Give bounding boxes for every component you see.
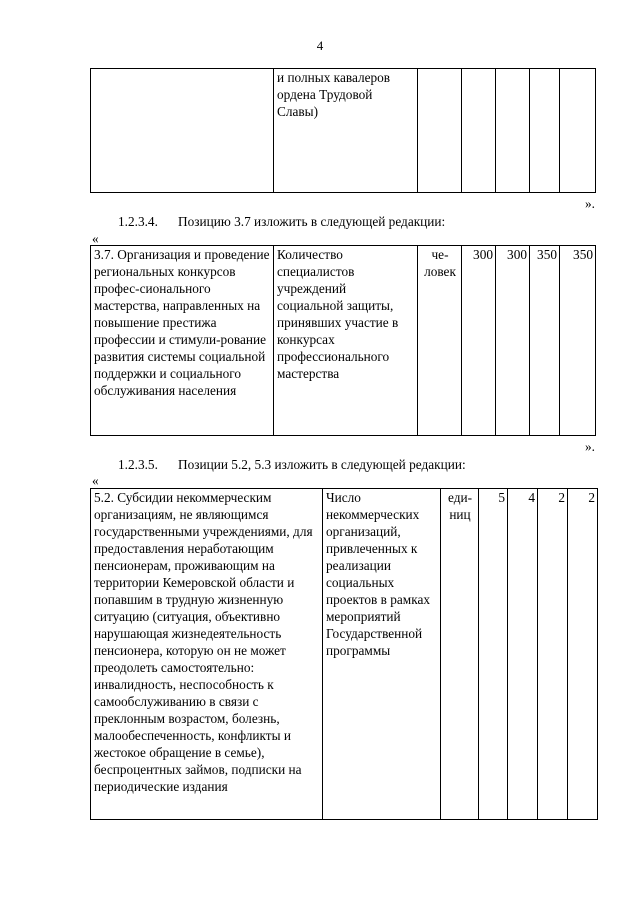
- table2-cell-name: 3.7. Организация и проведение региональных конкурсов профес-сионального мастерства, направленных на повышение престижа профессии и стимули-рование развития системы социальной поддержки и социального обслуживания населения: [91, 246, 274, 436]
- table-continuation: [90, 68, 596, 193]
- closing-quote: ».: [585, 196, 595, 211]
- table2-cell-value: 350: [530, 246, 560, 436]
- table1-cell-value: [496, 69, 530, 193]
- table1-cell-value: [530, 69, 560, 193]
- paragraph-1-2-3-4: [118, 213, 445, 230]
- table1-cell-value: [462, 69, 496, 193]
- paragraph-number: 1.2.3.5.: [118, 457, 158, 472]
- table3-cell-value: 2: [538, 489, 568, 820]
- table3-cell-indicator: Число некоммерческих организаций, привлеченных к реализации социальных проектов в рамках мероприятий Государственной программы: [323, 489, 441, 820]
- table3-cell-value: 2: [568, 489, 598, 820]
- table1-cell-unit: [418, 69, 462, 193]
- opening-quote: «: [92, 231, 99, 246]
- paragraph-text: Позиции 5.2, 5.3 изложить в следующей редакции:: [178, 457, 466, 472]
- table2-cell-value: 350: [560, 246, 596, 436]
- table2-cell-value: 300: [496, 246, 530, 436]
- table3-cell-name: 5.2. Субсидии некоммерческим организациям, не являющимся государственными учреждениями, для предоставления неработающим пенсионерам, проживающим на территории Кемеровской области и попавшим в трудную жизненную ситуацию (ситуация, объективно нарушающая жизнедеятельность пенсионера, которую он не может преодолеть самостоятельно: инвалидность, неспособность к самообслуживанию в связи с преклонным возрастом, болезнь, малообеспеченность, конфликты и жестокое обращение в семье), беспроцентных займов, подписки на периодические издания: [91, 489, 323, 820]
- page-number: 4: [316, 38, 324, 53]
- table3-cell-value: 4: [508, 489, 538, 820]
- paragraph-text: Позицию 3.7 изложить в следующей редакции:: [178, 214, 446, 229]
- paragraph-number: 1.2.3.4.: [118, 214, 158, 229]
- closing-quote: ».: [585, 439, 595, 454]
- table2-cell-value: 300: [462, 246, 496, 436]
- table2-cell-unit: че-ловек: [418, 246, 462, 436]
- table-position-5-2: [90, 488, 598, 820]
- opening-quote: «: [92, 473, 99, 488]
- table3-cell-value: 5: [479, 489, 508, 820]
- table3-cell-unit: еди-ниц: [441, 489, 479, 820]
- table1-cell-value: [560, 69, 596, 193]
- table2-cell-indicator: Количество специалистов учреждений социальной защиты, принявших участие в конкурсах профессионального мастерства: [274, 246, 418, 436]
- table-position-3-7: [90, 245, 596, 436]
- paragraph-1-2-3-5: [118, 456, 466, 473]
- table1-cell-name: [91, 69, 274, 193]
- table1-cell-indicator: и полных кавалеров ордена Трудовой Славы): [274, 69, 418, 193]
